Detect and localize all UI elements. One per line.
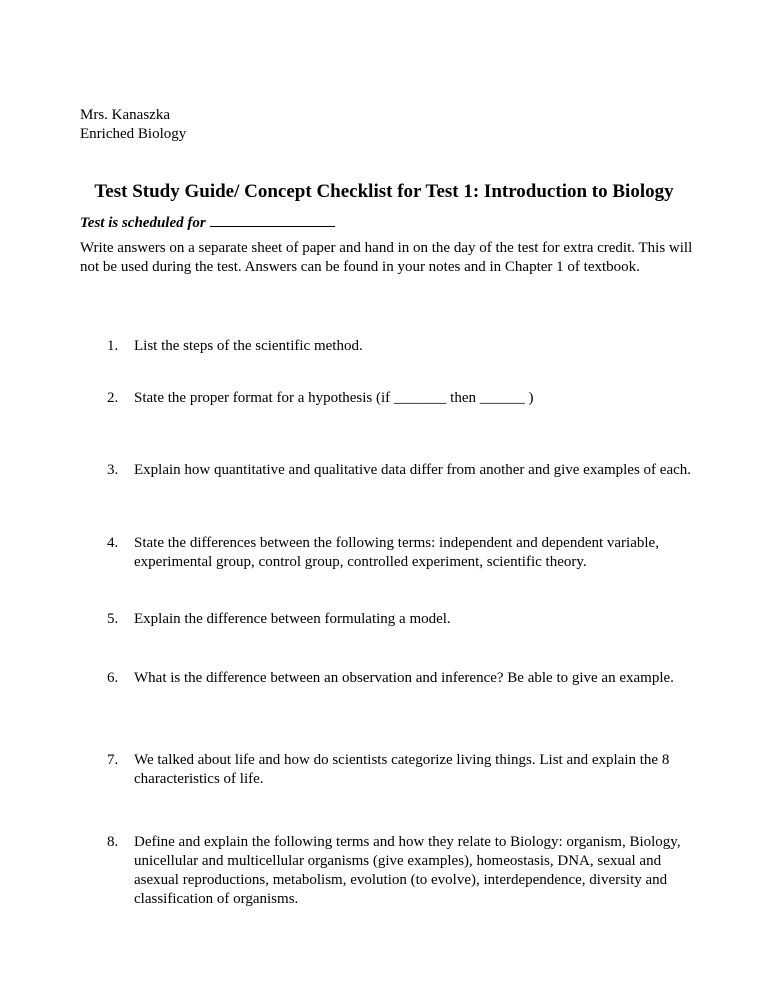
question-text: Explain the difference between formulating a model.: [134, 611, 451, 627]
test-schedule-line: [80, 212, 335, 233]
question-number: 8.: [107, 834, 119, 850]
question-text: State the proper format for a hypothesis (if _______ then ______ ): [134, 390, 534, 406]
question-item-7: [107, 751, 692, 789]
question-number: 1.: [107, 338, 119, 354]
question-text: Explain how quantitative and qualitative data differ from another and give examples of each.: [134, 462, 692, 478]
question-item-5: [107, 610, 692, 629]
question-text: We talked about life and how do scientists categorize living things. List and explain the 8 characteristics of life.: [134, 752, 670, 787]
document-title: Test Study Guide/ Concept Checklist for Test 1: Introduction to Biology: [94, 181, 674, 202]
question-text: State the differences between the following terms: independent and dependent variable, experimental group, control group, controlled experiment, scientific theory.: [134, 535, 659, 570]
question-item-8: [107, 833, 692, 909]
question-number: 5.: [107, 611, 119, 627]
course-name: Enriched Biology: [80, 126, 187, 142]
question-item-4: [107, 534, 692, 572]
question-number: 2.: [107, 390, 119, 406]
test-schedule-label: Test is scheduled for: [80, 215, 206, 231]
question-number: 7.: [107, 752, 119, 768]
question-text: Define and explain the following terms and how they relate to Biology: organism, Biology, unicellular and multicellular organisms (give examples), homeostasis, DNA, sexual and asexual reproductions, metabolism, evolution (to evolve), interdependence, diversity and classification of organisms.: [134, 834, 681, 907]
question-number: 4.: [107, 535, 119, 551]
question-number: 3.: [107, 462, 119, 478]
question-item-1: [107, 337, 692, 356]
test-date-blank: [210, 212, 335, 227]
question-number: 6.: [107, 670, 119, 686]
question-text: List the steps of the scientific method.: [134, 338, 363, 354]
question-text: What is the difference between an observation and inference? Be able to give an example.: [134, 670, 674, 686]
question-item-6: [107, 669, 692, 688]
teacher-name: Mrs. Kanaszka: [80, 107, 170, 123]
question-item-2: [107, 389, 692, 408]
question-item-3: [107, 461, 692, 480]
document-header: [80, 106, 186, 144]
instructions-paragraph: Write answers on a separate sheet of paper and hand in on the day of the test for extra credit. This will not be used during the test. Answers can be found in your notes and in Chapter 1 of textbook.: [80, 240, 693, 275]
